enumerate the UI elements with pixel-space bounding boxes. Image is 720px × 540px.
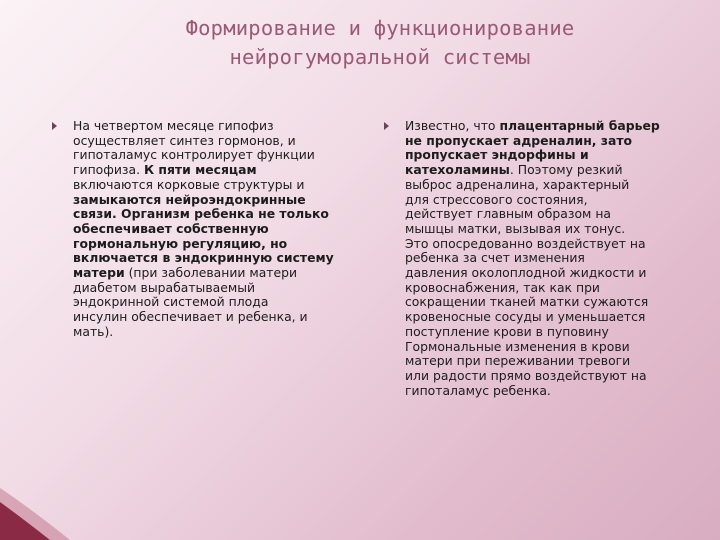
text-run: Это опосредованно воздействует на	[405, 235, 646, 251]
text-line	[73, 163, 352, 178]
text-line	[405, 354, 686, 369]
text-line	[73, 325, 352, 340]
text-run: включаются корковые структуры и	[73, 176, 305, 192]
text-run: На четвертом месяце гипофиз	[73, 118, 274, 133]
text-line	[405, 310, 686, 325]
bold-text-run: пропускает эндорфины и	[405, 147, 589, 163]
text-run: или радости прямо воздействуют на	[405, 367, 647, 383]
text-line	[405, 325, 686, 340]
text-line	[405, 193, 686, 208]
text-line	[73, 178, 352, 193]
text-line	[73, 266, 352, 281]
text-run: кровеносные сосуды и уменьшается	[405, 309, 646, 325]
text-run: кровоснабжения, так как при	[405, 279, 600, 295]
text-run: гипоталамус контролирует функции	[73, 147, 315, 163]
bold-text-run: включается в эндокринную систему	[73, 250, 334, 266]
title-line-2: нейрогуморальной системы	[229, 45, 531, 69]
text-line	[405, 148, 686, 163]
text-run: инсулин обеспечивает и ребенка, и	[73, 309, 308, 325]
text-line	[73, 193, 352, 208]
text-line	[405, 384, 686, 399]
right-paragraph	[405, 119, 686, 398]
text-line	[405, 281, 686, 296]
bold-text-run: плацентарный барьер	[499, 118, 660, 133]
bold-text-run: матери	[73, 265, 125, 281]
text-line	[405, 222, 686, 237]
text-run: действует главным образом на	[405, 206, 612, 222]
text-line	[405, 178, 686, 193]
text-run: выброс адреналина, характерный	[405, 176, 630, 192]
text-line	[73, 222, 352, 237]
text-line	[73, 281, 352, 296]
text-line	[405, 340, 686, 355]
left-paragraph	[73, 119, 352, 340]
title-line-1: Формирование и функционирование	[185, 16, 575, 40]
slide-title	[90, 14, 670, 72]
text-line	[405, 237, 686, 252]
bold-text-run: К пяти месяцам	[143, 162, 257, 178]
text-line	[73, 295, 352, 310]
text-run: гипоталамус ребенка.	[405, 382, 551, 398]
bold-text-run: связи. Организм ребенка не только	[73, 206, 329, 222]
text-run: Известно, что	[405, 118, 500, 133]
text-line	[405, 251, 686, 266]
text-run: эндокринной системой плода	[73, 294, 269, 310]
bold-text-run: обеспечивает собственную	[73, 220, 269, 236]
bullet-arrow-icon	[52, 122, 57, 130]
text-run: Гормональные изменения в крови	[405, 338, 630, 354]
text-run: мать).	[73, 323, 114, 339]
text-run: гипофиза.	[73, 162, 144, 178]
bold-text-run: гормональную регуляцию, но	[73, 235, 288, 251]
text-line	[405, 134, 686, 149]
bold-text-run: не пропускает адреналин, зато	[405, 132, 633, 148]
text-run: сокращении тканей матки сужаются	[405, 294, 649, 310]
text-line	[405, 266, 686, 281]
text-line	[405, 369, 686, 384]
text-line	[73, 251, 352, 266]
text-line	[73, 119, 352, 134]
text-line	[405, 207, 686, 222]
decorative-corner-wave	[0, 450, 720, 540]
text-run: мышцы матки, вызывая их тонус.	[405, 220, 626, 236]
text-line	[73, 148, 352, 163]
bullet-arrow-icon	[384, 122, 389, 130]
text-line	[73, 237, 352, 252]
text-run: для стрессового состояния,	[405, 191, 588, 207]
text-line	[73, 134, 352, 149]
text-run: давления околоплодной жидкости и	[405, 265, 647, 281]
text-run: диабетом вырабатываемый	[73, 279, 256, 295]
text-run: поступление крови в пуповину	[405, 323, 609, 339]
text-line	[73, 310, 352, 325]
text-run: ребенка за счет изменения	[405, 250, 585, 266]
text-line	[405, 163, 686, 178]
text-run: осуществляет синтез гормонов, и	[73, 132, 296, 148]
text-run: матери при переживании тревоги	[405, 353, 631, 369]
bold-text-run: катехоламины	[405, 162, 510, 178]
text-line	[405, 295, 686, 310]
text-line	[405, 119, 686, 134]
text-line	[73, 207, 352, 222]
text-run: (при заболевании матери	[124, 265, 298, 281]
bold-text-run: замыкаются нейроэндокринные	[73, 191, 306, 207]
text-run: . Поэтому резкий	[509, 162, 623, 178]
